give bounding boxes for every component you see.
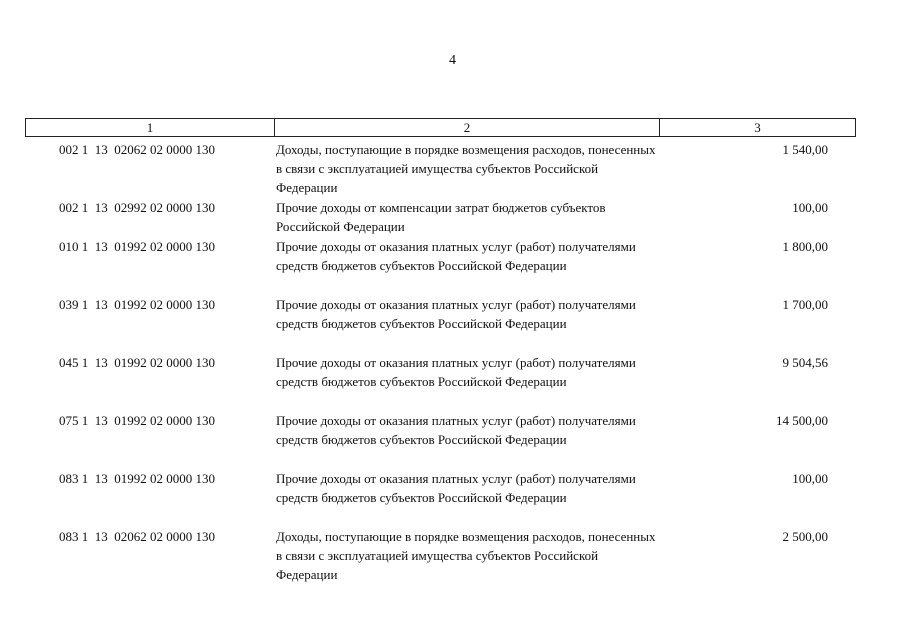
income-description: Прочие доходы от оказания платных услуг (работ) получателями средств бюджетов субъектов Российской Федерации bbox=[276, 355, 636, 389]
table-row bbox=[25, 237, 856, 295]
budget-code: 010 1 13 01992 02 0000 130 bbox=[59, 239, 215, 254]
income-description: Доходы, поступающие в порядке возмещения расходов, понесенных в связи с эксплуатацией имущества субъектов Российской Федерации bbox=[276, 142, 656, 195]
table-body bbox=[25, 140, 856, 585]
income-amount: 2 500,00 bbox=[782, 529, 828, 544]
income-amount: 1 540,00 bbox=[782, 142, 828, 157]
budget-code: 039 1 13 01992 02 0000 130 bbox=[59, 297, 215, 312]
income-description: Прочие доходы от компенсации затрат бюджетов субъектов Российской Федерации bbox=[276, 200, 606, 234]
table-row bbox=[25, 198, 856, 237]
budget-code: 002 1 13 02992 02 0000 130 bbox=[59, 200, 215, 215]
income-amount: 100,00 bbox=[792, 471, 828, 486]
income-amount: 9 504,56 bbox=[782, 355, 828, 370]
budget-code: 002 1 13 02062 02 0000 130 bbox=[59, 142, 215, 157]
income-amount: 1 700,00 bbox=[782, 297, 828, 312]
table-row bbox=[25, 411, 856, 469]
income-description: Прочие доходы от оказания платных услуг (работ) получателями средств бюджетов субъектов Российской Федерации bbox=[276, 297, 636, 331]
page-number: 4 bbox=[449, 53, 456, 68]
budget-code: 083 1 13 01992 02 0000 130 bbox=[59, 471, 215, 486]
income-amount: 14 500,00 bbox=[776, 413, 828, 428]
budget-code: 045 1 13 01992 02 0000 130 bbox=[59, 355, 215, 370]
table-row bbox=[25, 527, 856, 585]
income-description: Прочие доходы от оказания платных услуг (работ) получателями средств бюджетов субъектов Российской Федерации bbox=[276, 471, 636, 505]
income-description: Прочие доходы от оказания платных услуг (работ) получателями средств бюджетов субъектов Российской Федерации bbox=[276, 239, 636, 273]
income-description: Прочие доходы от оказания платных услуг (работ) получателями средств бюджетов субъектов Российской Федерации bbox=[276, 413, 636, 447]
income-description: Доходы, поступающие в порядке возмещения расходов, понесенных в связи с эксплуатацией имущества субъектов Российской Федерации bbox=[276, 529, 656, 582]
budget-code: 083 1 13 02062 02 0000 130 bbox=[59, 529, 215, 544]
table-row bbox=[25, 353, 856, 411]
table-header-col-1: 1 bbox=[26, 119, 275, 136]
budget-code: 075 1 13 01992 02 0000 130 bbox=[59, 413, 215, 428]
table-row bbox=[25, 295, 856, 353]
table-row bbox=[25, 469, 856, 527]
table-header-col-3: 3 bbox=[754, 120, 761, 135]
table-row bbox=[25, 140, 856, 198]
table-header-row bbox=[25, 118, 856, 137]
income-amount: 100,00 bbox=[792, 200, 828, 215]
income-amount: 1 800,00 bbox=[782, 239, 828, 254]
table-header-col-2: 2 bbox=[275, 119, 660, 136]
